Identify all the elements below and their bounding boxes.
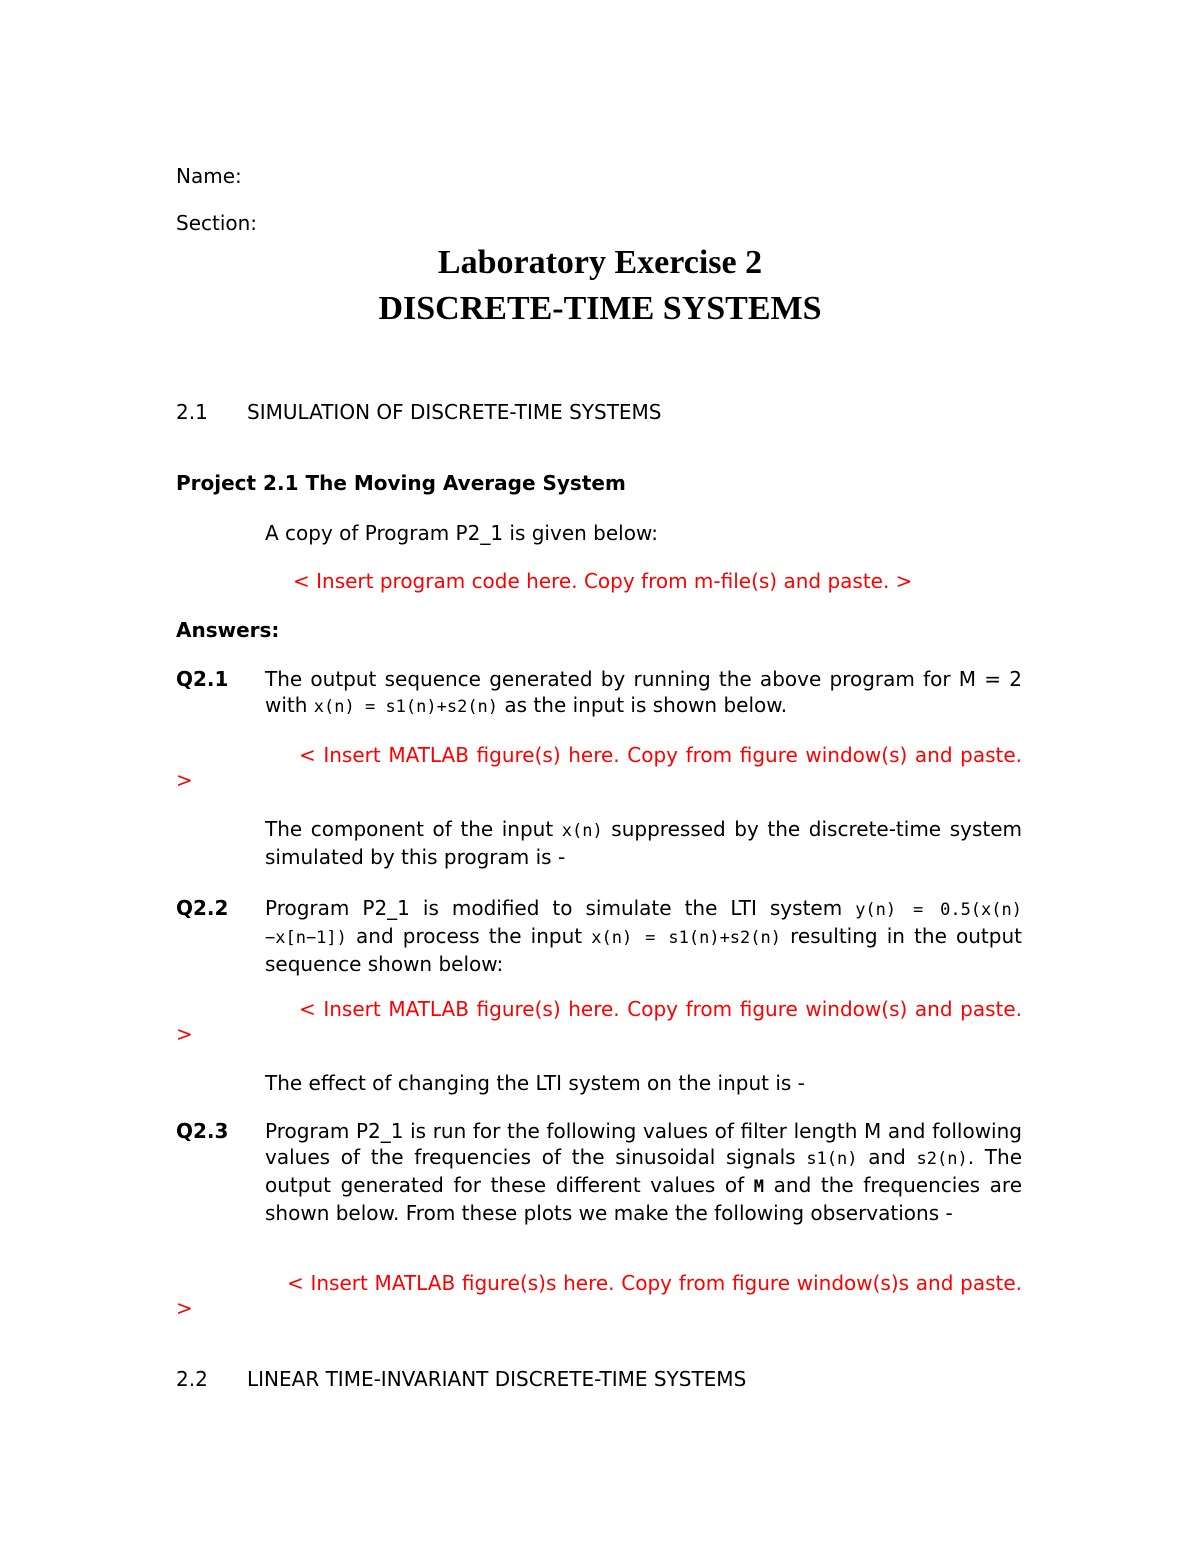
name-label: Name: — [176, 164, 242, 188]
section-number-2-1: 2.1 — [176, 400, 208, 424]
q2-2-text: Program P2_1 is modified to simulate the LTI system y(n) = 0.5(x(n)−x[n−1]) and process the input x(n) = s1(n)+s2(n) resulting in the output sequence shown below: — [265, 896, 1022, 976]
section-heading-2-1: SIMULATION OF DISCRETE-TIME SYSTEMS — [247, 400, 662, 424]
page-subtitle: DISCRETE-TIME SYSTEMS — [378, 290, 822, 327]
page-title: Laboratory Exercise 2 — [437, 244, 763, 281]
question-label-q2-3: Q2.3 — [176, 1119, 229, 1143]
q2-2-effect-text: The effect of changing the LTI system on the input is - — [265, 1071, 805, 1095]
code-snippet: x(n) = s1(n)+s2(n) — [591, 928, 781, 948]
code-placeholder: < Insert program code here. Copy from m-file(s) and paste. > — [293, 569, 913, 593]
answers-label: Answers: — [176, 618, 280, 642]
section-heading-2-2: LINEAR TIME-INVARIANT DISCRETE-TIME SYSTEMS — [247, 1367, 747, 1391]
section-number-2-2: 2.2 — [176, 1367, 208, 1391]
question-label-q2-2: Q2.2 — [176, 896, 229, 920]
q2-1-text: The output sequence generated by running the above program for M = 2 with x(n) = s1(n)+s2(n) as the input is shown below. — [265, 667, 1022, 717]
section-label: Section: — [176, 211, 258, 235]
code-snippet: y(n) = 0.5(x(n)−x[n−1]) — [265, 900, 1022, 948]
q2-3-text: Program P2_1 is run for the following values of filter length M and following values of the frequencies of the sinusoidal signals s1(n) and s2(n). The output generated for these different values of M and the frequencies are shown below. From these plots we make the following observations - — [265, 1119, 1022, 1225]
code-snippet: s2(n) — [916, 1149, 968, 1169]
q2-1-component-text: The component of the input x(n) suppressed by the discrete-time system simulated by this program is - — [265, 817, 1022, 869]
code-snippet: M — [753, 1177, 765, 1197]
project-heading: Project 2.1 The Moving Average System — [176, 471, 626, 495]
code-snippet: x(n) — [561, 821, 603, 841]
question-label-q2-1: Q2.1 — [176, 667, 229, 691]
q2-2-figure-placeholder: < Insert MATLAB figure(s) here. Copy from figure window(s) and paste. > — [176, 997, 1022, 1046]
q2-1-figure-placeholder: < Insert MATLAB figure(s) here. Copy from figure window(s) and paste. > — [176, 743, 1022, 792]
project-intro: A copy of Program P2_1 is given below: — [265, 521, 658, 545]
code-snippet: s1(n) — [806, 1149, 858, 1169]
code-snippet: x(n) = s1(n)+s2(n) — [313, 697, 499, 717]
q2-3-figure-placeholder: < Insert MATLAB figure(s)s here. Copy from figure window(s)s and paste. > — [176, 1271, 1022, 1320]
